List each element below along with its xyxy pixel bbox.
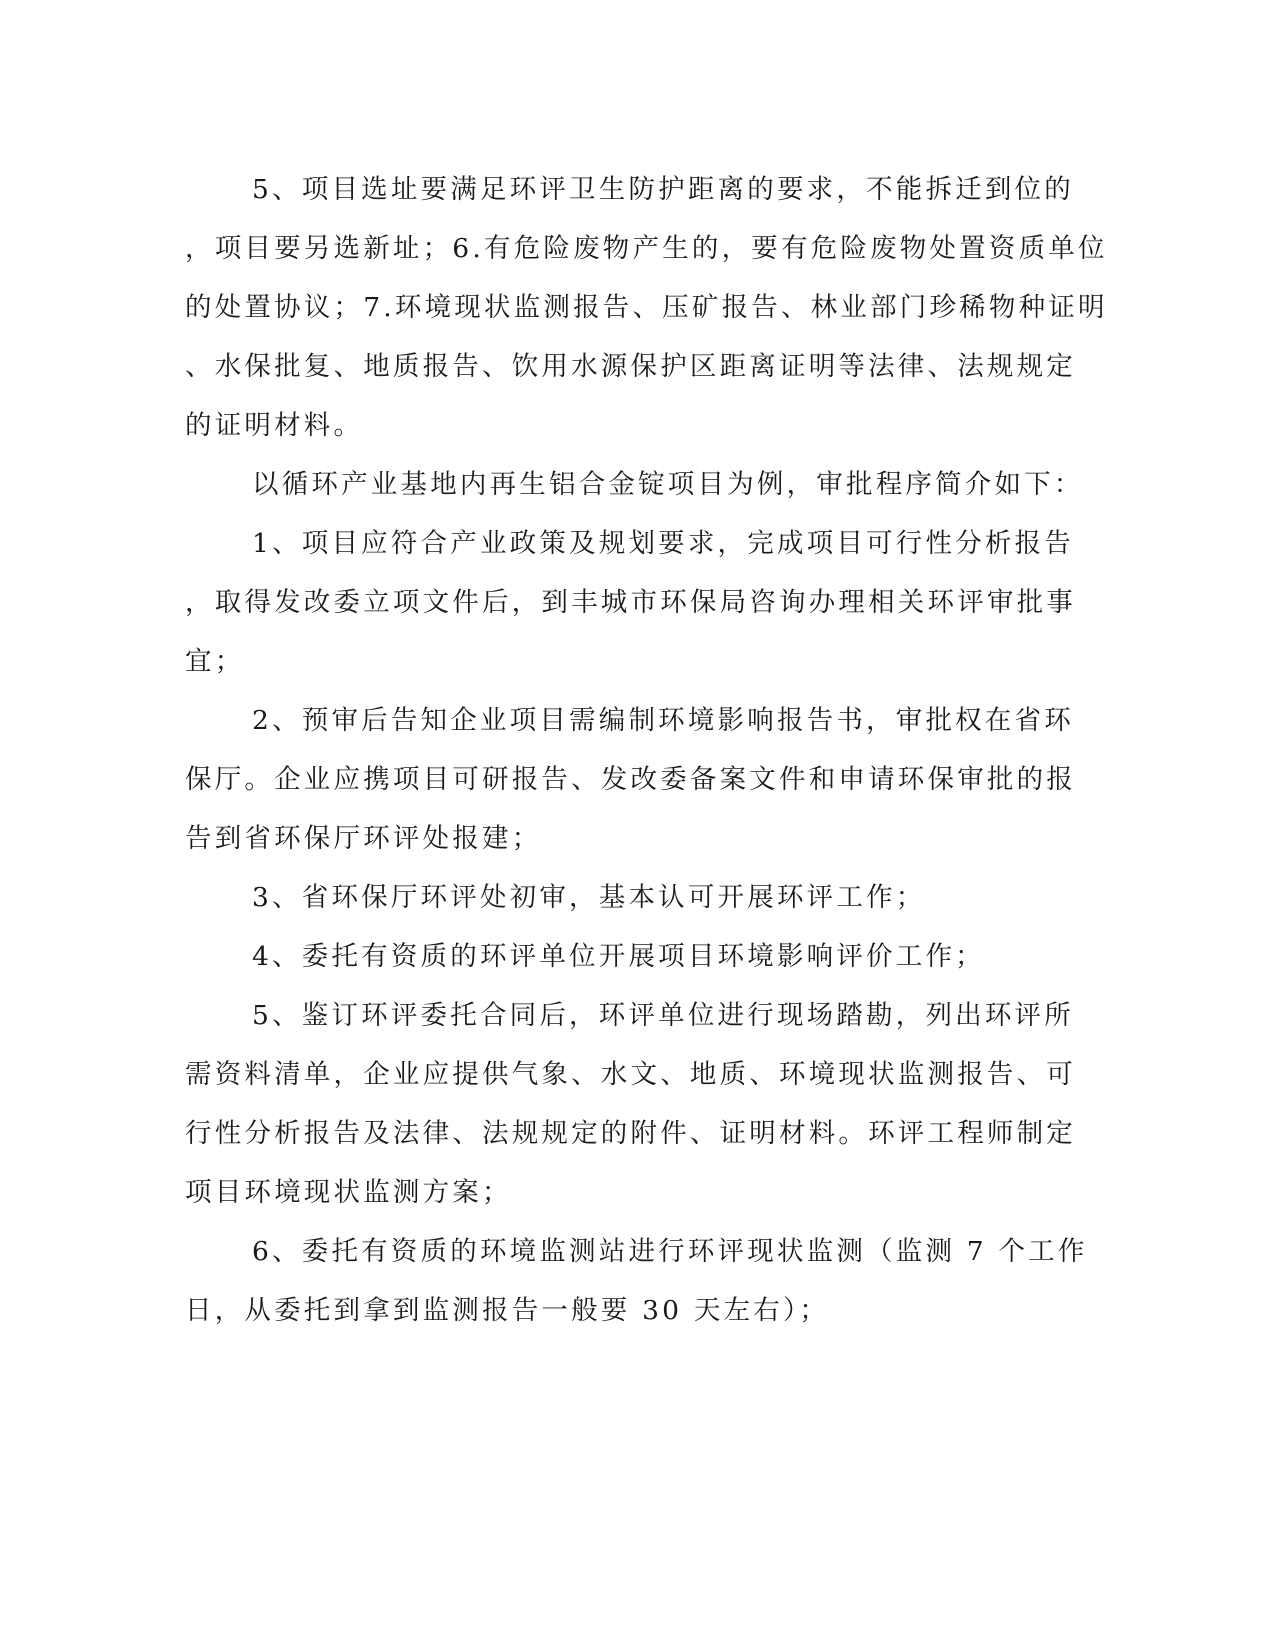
text-line: 行性分析报告及法律、法规规定的附件、证明材料。环评工程师制定 xyxy=(185,1118,1076,1149)
text-line: ，取得发改委立项文件后，到丰城市环保局咨询办理相关环评审批事 xyxy=(185,587,1076,618)
text-line: 保厅。企业应携项目可研报告、发改委备案文件和申请环保审批的报 xyxy=(185,764,1076,795)
text-line: 2、预审后告知企业项目需编制环境影响报告书，审批权在省环 xyxy=(252,705,1074,736)
document-body xyxy=(185,160,1108,1340)
text-line: 1、项目应符合产业政策及规划要求，完成项目可行性分析报告 xyxy=(252,528,1074,559)
text-line: 宜； xyxy=(185,646,245,677)
text-line: 5、项目选址要满足环评卫生防护距离的要求，不能拆迁到位的 xyxy=(252,174,1074,205)
text-line: ，项目要另选新址；6.有危险废物产生的，要有危险废物处置资质单位 xyxy=(185,233,1108,264)
text-line: 、水保批复、地质报告、饮用水源保护区距离证明等法律、法规规定 xyxy=(185,351,1076,382)
text-line: 3、省环保厅环评处初审，基本认可开展环评工作； xyxy=(252,882,926,913)
text-line: 日，从委托到拿到监测报告一般要 30 天左右）； xyxy=(185,1295,830,1326)
text-line: 的证明材料。 xyxy=(185,410,364,441)
text-line: 以循环产业基地内再生铝合金锭项目为例，审批程序简介如下： xyxy=(252,469,1084,500)
text-line: 项目环境现状监测方案； xyxy=(185,1177,512,1208)
text-line: 需资料清单，企业应提供气象、水文、地质、环境现状监测报告、可 xyxy=(185,1059,1076,1090)
text-line: 的处置协议；7.环境现状监测报告、压矿报告、林业部门珍稀物种证明 xyxy=(185,292,1108,323)
text-line: 告到省环保厅环评处报建； xyxy=(185,823,542,854)
text-line: 4、委托有资质的环评单位开展项目环境影响评价工作； xyxy=(252,941,985,972)
text-line: 6、委托有资质的环境监测站进行环评现状监测（监测 7 个工作 xyxy=(252,1236,1088,1267)
text-line: 5、鉴订环评委托合同后，环评单位进行现场踏勘，列出环评所 xyxy=(252,1000,1074,1031)
